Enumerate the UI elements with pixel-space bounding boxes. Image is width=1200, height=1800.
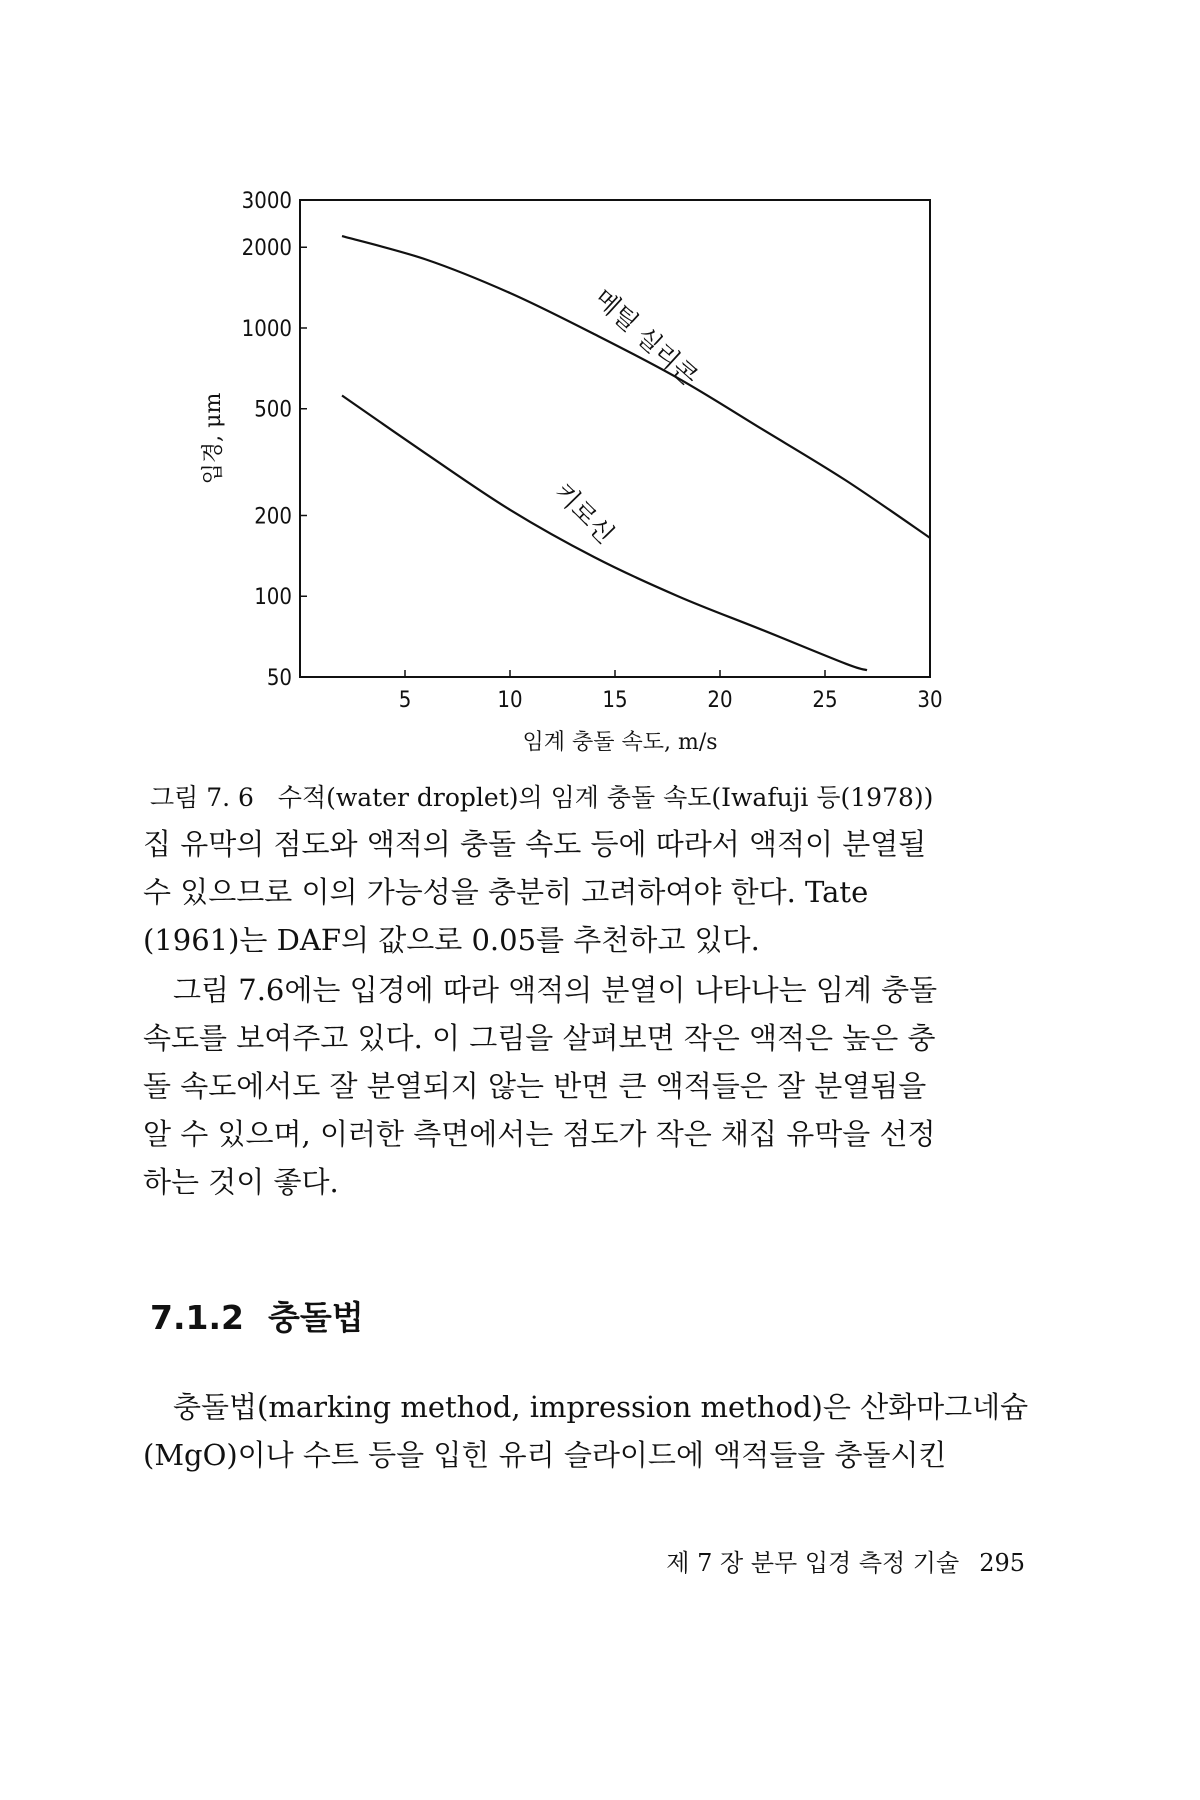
text-line: 집 유막의 점도와 액적의 충돌 속도 등에 따라서 액적이 분열될	[143, 827, 927, 861]
x-tick-label: 15	[602, 688, 628, 713]
x-tick-label: 30	[917, 688, 943, 713]
text-line: (1961)는 DAF의 값으로 0.05를 추천하고 있다.	[143, 923, 760, 957]
text-line: 충돌법(marking method, impression method)은 산화마그네슘	[173, 1390, 1029, 1424]
y-axis-label: 입경, μm	[201, 392, 226, 485]
section-title: 충돌법	[267, 1298, 364, 1337]
text-line: 속도를 보여주고 있다. 이 그림을 살펴보면 작은 액적은 높은 충	[143, 1021, 936, 1055]
series-line-0	[342, 236, 930, 538]
page-footer	[666, 1543, 1025, 1578]
series-label-0: 메틸 실리콘	[588, 283, 704, 392]
x-axis-label: 임계 충돌 속도, m/s	[522, 730, 718, 755]
x-tick-label: 20	[707, 688, 733, 713]
figure-caption	[150, 778, 1050, 814]
plot-frame	[300, 200, 930, 677]
paragraph-3	[143, 1383, 1043, 1479]
y-tick-label: 100	[254, 585, 292, 611]
y-tick-label: 50	[266, 666, 292, 691]
y-tick-label: 3000	[241, 189, 292, 214]
caption-label: 그림 7. 6	[150, 783, 254, 812]
text-line: 하는 것이 좋다.	[143, 1165, 339, 1199]
x-tick-label: 25	[812, 688, 838, 713]
caption-text: 수적(water droplet)의 임계 충돌 속도(Iwafuji 등(1978))	[277, 783, 934, 812]
footer-chapter: 제 7 장 분무 입경 측정 기술	[666, 1549, 960, 1577]
y-tick-label: 2000	[241, 236, 292, 262]
x-tick-label: 10	[497, 688, 523, 713]
section-number: 7.1.2	[150, 1298, 244, 1337]
section-heading	[150, 1292, 364, 1339]
text-line: 수 있으므로 이의 가능성을 충분히 고려하여야 한다. Tate	[143, 875, 869, 909]
series-label-1: 키로신	[548, 477, 620, 550]
figure	[150, 185, 960, 765]
y-tick-label: 500	[254, 397, 292, 423]
y-tick-label: 1000	[241, 316, 292, 342]
text-line: 그림 7.6에는 입경에 따라 액적의 분열이 나타나는 임계 충돌	[173, 973, 938, 1007]
chart	[150, 185, 960, 765]
paragraph-1	[143, 820, 1043, 964]
text-line: (MgO)이나 수트 등을 입힌 유리 슬라이드에 액적들을 충돌시킨	[143, 1438, 947, 1472]
page-number: 295	[979, 1549, 1025, 1577]
y-tick-label: 200	[254, 504, 292, 530]
text-line: 돌 속도에서도 잘 분열되지 않는 반면 큰 액적들은 잘 분열됨을	[143, 1069, 927, 1103]
text-line: 알 수 있으며, 이러한 측면에서는 점도가 작은 채집 유막을 선정	[143, 1117, 936, 1151]
paragraph-2	[143, 966, 1043, 1206]
x-tick-label: 5	[398, 688, 412, 713]
